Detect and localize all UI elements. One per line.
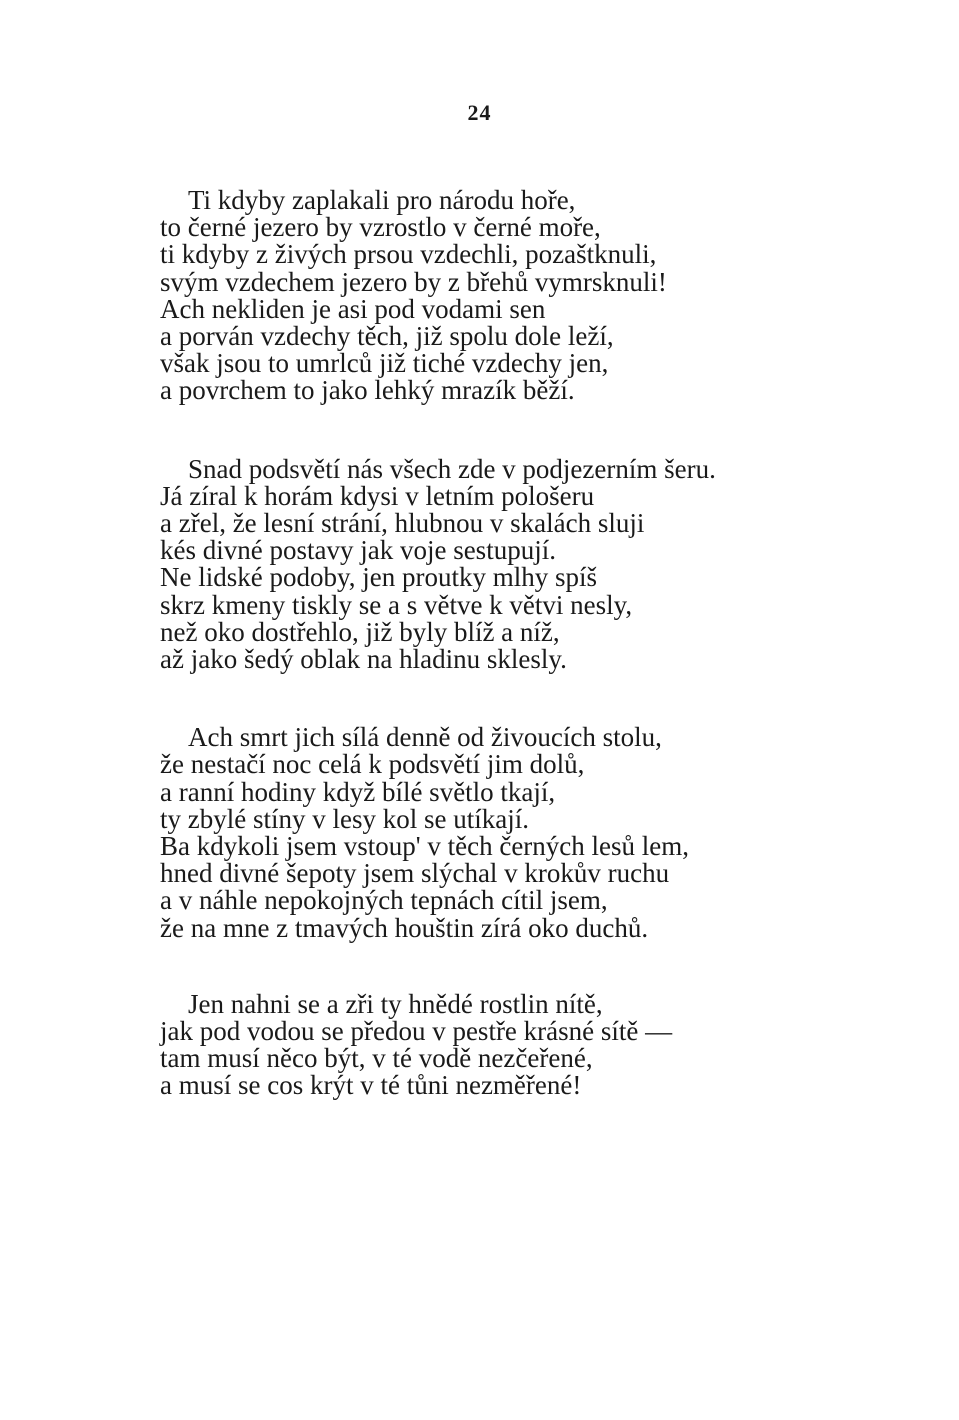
stanza-gap [160, 673, 860, 724]
verse-line: a v náhle nepokojných tepnách cítil jsem, [160, 885, 608, 916]
verse-line: tam musí něco být, v té vodě nezčeřené, [160, 1043, 593, 1074]
poem [160, 187, 860, 1100]
verse-line: hned divné šepoty jsem slýchal v krokův ruchu [160, 858, 670, 889]
stanza-3 [160, 724, 860, 942]
verse-line: a porván vzdechy těch, již spolu dole leží, [160, 321, 614, 352]
page-number: 24 [467, 100, 492, 125]
verse-line: ty zbylé stíny v lesy kol se utíkají. [160, 803, 529, 834]
verse-line: Jen nahni se a zři ty hnědé rostlin nítě, [188, 988, 603, 1019]
stanza-gap [160, 405, 860, 456]
verse-line: Ne lidské podoby, jen proutky mlhy spíš [160, 562, 597, 593]
verse-line: a zřel, že lesní strání, hlubnou v skalách sluji [160, 508, 645, 539]
verse-line: Ach smrt jich sílá denně od živoucích stolu, [188, 722, 662, 753]
stanza-1 [160, 187, 860, 405]
verse-line: skrz kmeny tiskly se a s větve k větvi nesly, [160, 589, 633, 620]
verse-line: však jsou to umrlců již tiché vzdechy jen, [160, 348, 609, 379]
verse-line: Ba kdykoli jsem vstoup' v těch černých lesů lem, [160, 831, 690, 862]
verse-line: ti kdyby z živých prsou vzdechli, pozaštknuli, [160, 239, 657, 270]
verse-line: kés divné postavy jak voje sestupují. [160, 535, 556, 566]
stanza-2 [160, 453, 860, 675]
verse-line: a musí se cos krýt v té tůni nezměřené! [160, 1070, 582, 1101]
verse-line: než oko dostřehlo, již byly blíž a níž, [160, 616, 560, 647]
verse-line: a povrchem to jako lehký mrazík běží. [160, 375, 575, 406]
verse-line: že nestačí noc celá k podsvětí jim dolů, [160, 749, 585, 780]
verse-line: až jako šedý oblak na hladinu sklesly. [160, 644, 567, 675]
verse-line: a ranní hodiny když bílé světlo tkají, [160, 776, 556, 807]
stanza-gap [160, 942, 860, 991]
verse-line: Já zíral k horám kdysi v letním pološeru [160, 480, 595, 511]
verse-line: to černé jezero by vzrostlo v černé moře, [160, 212, 601, 243]
verse-line: Ach neklidеn je asi pod vodami sen [160, 293, 546, 324]
verse-line: jak pod vodou se předou v pestře krásné sítě — [160, 1016, 673, 1047]
verse-line: Ti kdyby zaplakali pro národu hoře, [188, 185, 576, 215]
stanza-4 [160, 988, 860, 1101]
verse-line: Snad podsvětí nás všech zde v podjezerním šeru. [188, 453, 716, 484]
verse-line: svým vzdechem jezero by z břehů vymrsknuli! [160, 266, 667, 297]
verse-line: že na mne z tmavých houštin zírá oko duchů. [160, 912, 649, 943]
